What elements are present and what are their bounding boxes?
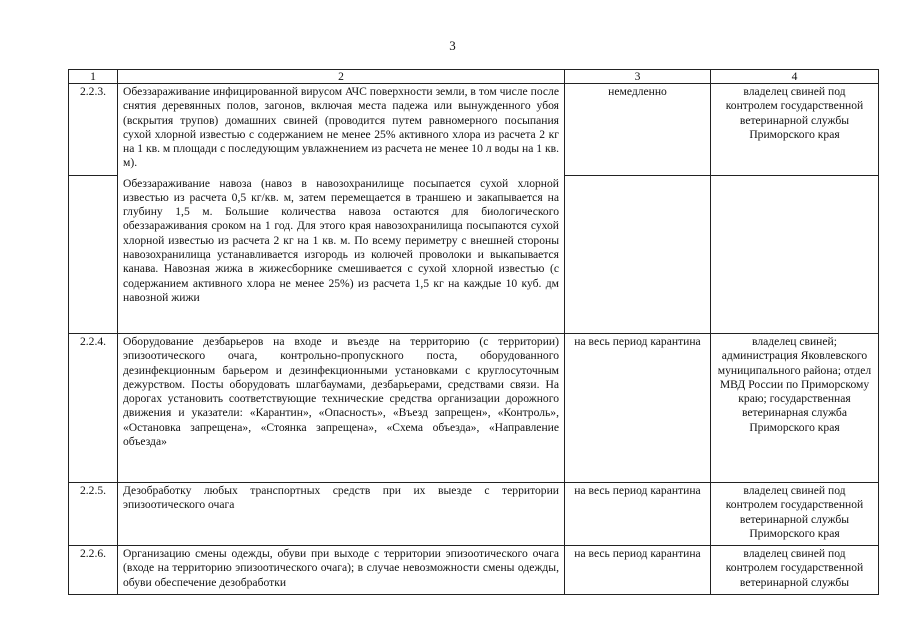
- header-col-2: 2: [118, 70, 565, 84]
- item-text: Оборудование дезбарьеров на входе и въезде на территорию (с территории) эпизоотического очага, контрольно-пропускного поста, оборудованного дезинфекционным барьером и дезинфекционными установками с круглосуточным дежурством. Посты оборудовать шлагбаумами, дезбарьерами, средствами связи. На дорогах установить соответствующие технические средства организации дорожного движения и указатели: «Карантин», «Опасность», «Въезд запрещен», «Контроль», «Остановка запрещена», «Стоянка запрещена», «Схема объезда», «Направление объезда»: [118, 334, 565, 483]
- item-text: Дезобработку любых транспортных средств при их выезде с территории эпизоотического очага: [118, 483, 565, 546]
- item-number: 2.2.4.: [69, 334, 118, 483]
- table-header-row: [69, 70, 879, 84]
- item-term: на весь период карантина: [565, 546, 711, 595]
- page-number: 3: [449, 38, 456, 53]
- item-responsible: владелец свиней под контролем государственной ветеринарной службы Приморского края: [711, 483, 879, 546]
- item-number: 2.2.3.: [69, 84, 118, 176]
- header-col-3: 3: [565, 70, 711, 84]
- item-term: на весь период карантина: [565, 483, 711, 546]
- table-row: [69, 546, 879, 595]
- item-responsible: [711, 176, 879, 334]
- item-number: [69, 176, 118, 334]
- table-row: [69, 334, 879, 483]
- header-col-4: 4: [711, 70, 879, 84]
- item-responsible: владелец свиней; администрация Яковлевского муниципального района; отдел МВД России по Приморскому краю; государственная ветеринарная служба Приморского края: [711, 334, 879, 483]
- measures-table: [68, 69, 879, 595]
- item-term: [565, 176, 711, 334]
- item-term: немедленно: [565, 84, 711, 176]
- item-term: на весь период карантина: [565, 334, 711, 483]
- table-row: [69, 176, 879, 334]
- item-text: Обеззараживание инфицированной вирусом АЧС поверхности земли, в том числе после снятия деревянных полов, загонов, включая места падежа или вынужденного убоя (вскрытия трупов) домашних свиней (проводится путем равномерного посыпания сухой хлорной известью с содержанием не менее 25% активного хлора из расчета 2 кг на 1 кв. м площади с последующим увлажнением из расчета не менее 10 л воды на 1 кв. м).: [118, 84, 565, 176]
- table-row: [69, 483, 879, 546]
- item-number: 2.2.5.: [69, 483, 118, 546]
- item-number: 2.2.6.: [69, 546, 118, 595]
- item-text: Обеззараживание навоза (навоз в навозохранилище посыпается сухой хлорной известью из расчета 0,5 кг/кв. м, затем перемещается в траншею и закапывается на глубину 1,5 м. Большие количества навоза остаются для биологического обеззараживания сроком на 1 год. Для этого края навозохранилища посыпаются сухой хлорной известью из расчета 2 кг на 1 кв. м. По всему периметру с внешней стороны навозохранилища устанавливается изгородь из колючей проволоки и выкапывается канава. Навозная жижа в жижесборнике смешивается с сухой хлорной известью (с содержанием активного хлора не менее 25%) из расчета 1,5 кг на каждые 10 куб. дм навозной жижи: [118, 176, 565, 334]
- table-row: [69, 84, 879, 176]
- item-responsible: владелец свиней под контролем государственной ветеринарной службы Приморского края: [711, 84, 879, 176]
- header-col-1: 1: [69, 70, 118, 84]
- item-text: Организацию смены одежды, обуви при выходе с территории эпизоотического очага (входе на территорию эпизоотического очага); в случае невозможности смены одежды, обуви обеспечение дезобработки: [118, 546, 565, 595]
- item-responsible: владелец свиней под контролем государственной ветеринарной службы: [711, 546, 879, 595]
